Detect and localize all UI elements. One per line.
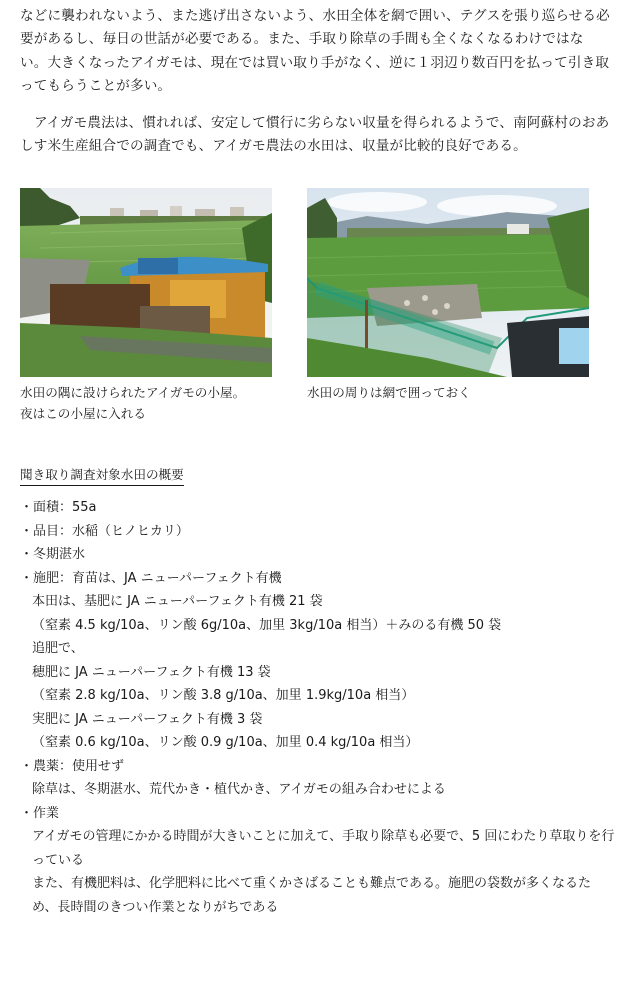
list-detail-work-time: アイガモの管理にかかる時間が大きいことに加えて、手取り除草も必要で、5 回にわたり草取りを行っている (32, 829, 615, 868)
left-caption-line-1: 水田の隅に設けられたアイガモの小屋。 (20, 385, 246, 400)
list-detail-work-fertilizer: また、有機肥料は、化学肥料に比べて重くかさばることも難点である。施肥の袋数が多くなるため、長時間のきつい作業となりがちである (32, 876, 592, 915)
right-photo-caption: 水田の周りは網で囲っておく (307, 385, 471, 400)
list-detail-grain: 実肥に JA ニューパーフェクト有機 3 袋 (32, 711, 263, 727)
duck-hut-photo (20, 188, 272, 377)
list-item-winter-flooding: ・冬期湛水 (20, 547, 86, 562)
list-item-variety: ・品目：水稲（ヒノヒカリ） (20, 523, 189, 539)
list-detail-grain-nutrients: （窒素 0.6 kg/10a、リン酸 0.9 g/10a、加里 0.4 kg/10a 相当） (32, 735, 419, 750)
section-title: 聞き取り調査対象水田の概要 (20, 466, 184, 486)
list-detail-panicle: 穂肥に JA ニューパーフェクト有機 13 袋 (32, 664, 271, 680)
list-detail-topdressing: 追肥で、 (32, 641, 84, 656)
summary-list (20, 496, 615, 919)
list-detail-basal: 本田は、基肥に JA ニューパーフェクト有機 21 袋 (32, 594, 323, 609)
left-photo-caption (20, 382, 290, 424)
list-item-fertilizer: ・施肥：育苗は、JA ニューパーフェクト有機 (20, 570, 282, 586)
list-item-pesticide: ・農薬：使用せず (20, 758, 125, 774)
list-item-area: ・面積：55a (20, 500, 97, 515)
list-detail-basal-nutrients: （窒素 4.5 kg/10a、リン酸 6g/10a、加里 3kg/10a 相当）＋みのる有機 50 袋 (32, 617, 502, 633)
list-detail-weeding: 除草は、冬期湛水、荒代かき・植代かき、アイガモの組み合わせによる (32, 782, 446, 797)
left-caption-line-2: 夜はこの小屋に入れる (20, 406, 146, 421)
net-paddy-photo (307, 188, 589, 377)
list-detail-panicle-nutrients: （窒素 2.8 kg/10a、リン酸 3.8 g/10a、加里 1.9kg/10a 相当） (32, 688, 415, 703)
list-item-work: ・作業 (20, 805, 60, 821)
body-paragraph-2: アイガモ農法は、慣れれば、安定して慣行に劣らない収量を得られるようで、南阿蘇村のおあしす米生産組合での調査でも、アイガモ農法の水田は、収量が比較的良好である。 (20, 115, 610, 155)
body-paragraph-1: などに襲われないよう、また逃げ出さないよう、水田全体を網で囲い、テグスを張り巡らせる必要があるし、毎日の世話が必要である。また、手取り除草の手間も全くなくなるわけではない。大きくなったアイガモは、現在では買い取り手がなく、逆に１羽辺り数百円を払って引き取ってもらうことが多い。 (20, 8, 610, 95)
